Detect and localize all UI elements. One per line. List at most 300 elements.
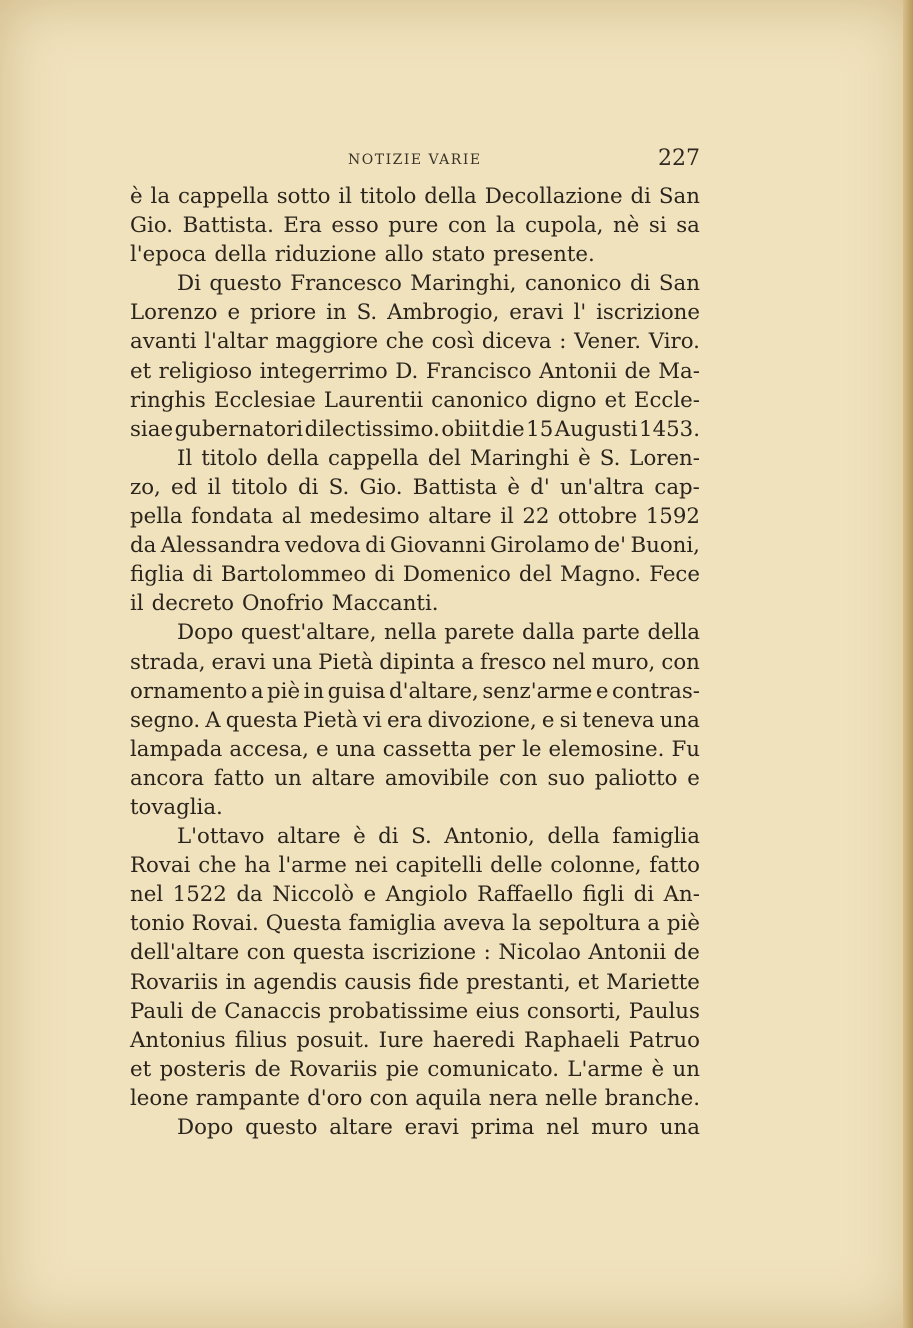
word: Decollazione xyxy=(484,184,623,209)
word: Lorenzo xyxy=(130,300,218,326)
word: eravi xyxy=(404,1115,459,1140)
word: 1592 xyxy=(645,504,700,530)
word: da xyxy=(236,882,263,908)
word: Era xyxy=(283,213,322,239)
text-line xyxy=(130,1055,700,1084)
word: fatto xyxy=(213,765,265,791)
text-line xyxy=(130,589,700,618)
word: Girolamo xyxy=(490,533,590,559)
word: Francisco xyxy=(425,358,532,384)
word: Loren- xyxy=(629,445,700,471)
word: S. xyxy=(411,824,432,850)
text-line xyxy=(130,735,700,764)
word: cappella xyxy=(328,445,419,471)
word: et xyxy=(130,1056,152,1082)
page-number: 227 xyxy=(658,146,700,171)
word: nè xyxy=(613,213,640,239)
word: piè xyxy=(666,911,700,937)
word: e xyxy=(227,300,241,326)
word: strada, xyxy=(130,649,206,675)
word: in xyxy=(326,300,347,326)
word: A xyxy=(205,707,221,733)
word: Dopo xyxy=(177,620,234,646)
word: cappella xyxy=(177,184,269,209)
word: Buoni, xyxy=(630,533,700,559)
word: : xyxy=(483,940,491,966)
word: teneva xyxy=(582,707,655,733)
word: ha xyxy=(244,853,271,879)
word: Vener. xyxy=(574,329,642,355)
word: pie xyxy=(385,1056,419,1082)
word: vi xyxy=(363,707,382,733)
word: al xyxy=(281,504,302,530)
word: d' xyxy=(530,474,550,500)
word: d'oro xyxy=(307,1085,363,1111)
word: con xyxy=(661,649,700,675)
word: 1453. xyxy=(639,416,700,442)
word: muro xyxy=(591,1115,648,1140)
word: canonico xyxy=(524,271,622,297)
word: riduzione xyxy=(274,242,377,268)
word: questa xyxy=(292,940,365,966)
word: S. xyxy=(599,445,621,471)
word: altare xyxy=(428,504,492,530)
word: paliotto xyxy=(594,765,678,791)
word: a xyxy=(647,911,660,937)
word: filius xyxy=(234,1027,288,1053)
word: un xyxy=(672,1056,700,1082)
word: della xyxy=(547,824,600,850)
word: accesa, xyxy=(229,736,309,762)
word: Niccolò xyxy=(272,882,354,908)
word: posteris xyxy=(159,1056,247,1082)
word: nel xyxy=(130,882,164,908)
word: zo, xyxy=(130,474,161,500)
word: di xyxy=(378,824,399,850)
running-head: NOTIZIE VARIE xyxy=(348,152,482,168)
word: Maccanti. xyxy=(331,591,439,617)
text-line xyxy=(130,415,700,444)
word: questa xyxy=(225,707,298,733)
word: D. xyxy=(395,358,419,384)
word: ed xyxy=(171,474,198,500)
word: rampante xyxy=(195,1085,300,1111)
text-line xyxy=(130,880,700,909)
word: Onofrio xyxy=(241,591,324,617)
word: nel xyxy=(552,649,586,675)
word: Battista xyxy=(412,474,498,500)
word: il xyxy=(500,504,514,530)
word: titolo xyxy=(231,474,288,500)
word: cap- xyxy=(654,474,700,500)
text-line xyxy=(130,298,700,327)
word: lampada xyxy=(130,736,223,762)
word: obiit xyxy=(441,416,491,442)
word: decreto xyxy=(151,591,234,617)
word: Ma- xyxy=(658,358,700,384)
word: dipinta xyxy=(379,649,456,675)
word: diceva xyxy=(481,329,552,355)
word: che xyxy=(385,329,424,355)
word: fide xyxy=(418,969,459,995)
page-edge xyxy=(903,0,913,1328)
word: divozione, xyxy=(427,707,537,733)
word: San xyxy=(658,184,700,209)
word: fondata xyxy=(191,504,274,530)
word: d'altare, xyxy=(388,678,479,704)
text-line xyxy=(130,793,700,822)
word: Antonii xyxy=(588,940,667,966)
word: di xyxy=(629,271,651,297)
word: di xyxy=(630,184,651,209)
word: Dopo xyxy=(177,1115,234,1140)
text-line xyxy=(130,851,700,880)
word: Pietà xyxy=(302,707,358,733)
word: die xyxy=(491,416,525,442)
word: Questa xyxy=(265,911,342,937)
word: Viro. xyxy=(648,329,700,355)
word: vedova xyxy=(284,533,361,559)
word: piè xyxy=(267,678,301,704)
word: Angiolo xyxy=(385,882,468,908)
word: L'arme xyxy=(567,1056,644,1082)
word: Battista. xyxy=(182,213,274,239)
text-line xyxy=(130,211,700,240)
word: cassetta xyxy=(382,736,472,762)
word: S. xyxy=(356,300,378,326)
word: una xyxy=(271,649,313,675)
word: la xyxy=(512,911,532,937)
word: de' xyxy=(593,533,626,559)
word: et xyxy=(130,358,152,384)
word: sepoltura xyxy=(538,911,641,937)
word: una xyxy=(659,707,700,733)
word: Antonii xyxy=(539,358,617,384)
word: figlia xyxy=(130,562,185,588)
word: Eccle- xyxy=(633,387,700,413)
page-header xyxy=(130,146,700,176)
word: sotto xyxy=(276,184,331,209)
word: di xyxy=(374,562,395,588)
word: presente. xyxy=(493,242,595,268)
word: della xyxy=(424,184,477,209)
word: 1522 xyxy=(172,882,227,908)
word: Di xyxy=(177,271,201,297)
word: avanti xyxy=(130,329,197,355)
word: titolo xyxy=(359,184,417,209)
word: a xyxy=(250,678,264,704)
word: quest'altare, xyxy=(240,620,377,646)
word: tonio xyxy=(130,911,185,937)
word: Patruo xyxy=(628,1027,700,1053)
word: nera xyxy=(488,1085,538,1111)
word: si xyxy=(648,213,667,239)
word: iscrizione xyxy=(372,940,477,966)
word: è xyxy=(651,1056,665,1082)
text-line xyxy=(130,386,700,415)
word: colonne, xyxy=(550,853,642,879)
text-line xyxy=(130,997,700,1026)
word: famiglia xyxy=(612,824,700,850)
word: le xyxy=(522,736,542,762)
word: un xyxy=(274,765,302,791)
word: Raffaello xyxy=(477,882,574,908)
word: cupola, xyxy=(525,213,604,239)
word: è xyxy=(578,445,591,471)
word: canonico xyxy=(431,387,528,413)
word: segno. xyxy=(130,707,201,733)
word: branche. xyxy=(604,1085,700,1111)
word: figli xyxy=(582,882,625,908)
word: Fu xyxy=(671,736,700,762)
word: Rovai xyxy=(130,853,191,879)
word: de xyxy=(190,998,217,1024)
word: della xyxy=(214,242,267,268)
word: fatto xyxy=(649,853,700,879)
word: nel xyxy=(546,1115,580,1140)
word: Francesco xyxy=(290,271,402,297)
word: Pauli xyxy=(130,998,184,1024)
word: l'arme xyxy=(278,853,347,879)
word: Raphaeli xyxy=(524,1027,620,1053)
word: gubernatori xyxy=(174,416,304,442)
word: con xyxy=(499,765,538,791)
word: è xyxy=(353,824,366,850)
word: con xyxy=(447,213,487,239)
word: per xyxy=(478,736,516,762)
text-line xyxy=(130,706,700,735)
word: è xyxy=(507,474,521,500)
text-line xyxy=(130,357,700,386)
word: eius xyxy=(475,998,520,1024)
text-line xyxy=(130,677,700,706)
word: et xyxy=(604,387,626,413)
word: Maringhi, xyxy=(410,271,517,297)
word: muro, xyxy=(591,649,656,675)
text-line xyxy=(130,531,700,560)
word: in xyxy=(225,969,247,995)
word: parte xyxy=(582,620,640,646)
word: digno xyxy=(535,387,597,413)
word: con xyxy=(369,1085,409,1111)
word: del xyxy=(427,445,461,471)
word: Magno. xyxy=(560,562,642,588)
word: l' xyxy=(573,300,587,326)
word: nelle xyxy=(545,1085,598,1111)
word: Iure xyxy=(378,1027,424,1053)
word: Nicolao xyxy=(498,940,581,966)
word: Gio. xyxy=(359,474,403,500)
word: della xyxy=(266,445,320,471)
word: e xyxy=(541,707,555,733)
word: siae xyxy=(130,416,174,442)
word: : xyxy=(559,329,567,355)
word: famiglia xyxy=(348,911,437,937)
word: posuit. xyxy=(296,1027,370,1053)
word: amovibile xyxy=(384,765,490,791)
word: questo xyxy=(209,271,282,297)
word: Canaccis xyxy=(224,998,322,1024)
word: Alessandra xyxy=(160,533,281,559)
word: era xyxy=(386,707,423,733)
word: L'ottavo xyxy=(177,824,265,850)
word: di xyxy=(365,533,386,559)
word: iscrizione xyxy=(596,300,700,326)
word: pure xyxy=(388,213,439,239)
word: a xyxy=(461,649,474,675)
word: eravi xyxy=(211,649,266,675)
word: con xyxy=(246,940,286,966)
word: e xyxy=(595,678,609,704)
word: ancora xyxy=(130,765,205,791)
word: in xyxy=(303,678,325,704)
word: Domenico xyxy=(402,562,511,588)
word: stato xyxy=(431,242,486,268)
word: una xyxy=(335,736,376,762)
word: haeredi xyxy=(432,1027,515,1053)
text-line xyxy=(130,502,700,531)
word: Il xyxy=(177,445,193,471)
word: la xyxy=(496,213,516,239)
word: Ecclesiae xyxy=(213,387,316,413)
word: religioso xyxy=(158,358,253,384)
text-line xyxy=(130,1026,700,1055)
word: et xyxy=(577,969,599,995)
word: Bartolommeo xyxy=(220,562,367,588)
word: ottobre xyxy=(558,504,638,530)
word: altare xyxy=(329,1115,393,1140)
word: Antonius xyxy=(130,1027,226,1053)
word: de xyxy=(673,940,700,966)
word: Laurentii xyxy=(323,387,424,413)
word: contras- xyxy=(611,678,700,704)
word: che xyxy=(198,853,237,879)
text-line xyxy=(130,1113,700,1142)
word: leone xyxy=(130,1085,189,1111)
word: altare xyxy=(277,824,341,850)
word: e xyxy=(687,765,700,791)
text-line xyxy=(130,909,700,938)
word: Rovai. xyxy=(191,911,259,937)
word: altare xyxy=(311,765,376,791)
word: dilectissimo. xyxy=(304,416,440,442)
word: è xyxy=(130,184,143,209)
word: senz'arme xyxy=(482,678,593,704)
word: de xyxy=(624,358,651,384)
word: suo xyxy=(547,765,585,791)
word: prima xyxy=(470,1115,535,1140)
word: l'altar xyxy=(204,329,268,355)
word: di xyxy=(297,474,319,500)
word: il xyxy=(130,591,144,617)
word: titolo xyxy=(201,445,258,471)
word: de xyxy=(254,1056,281,1082)
word: Mariette xyxy=(606,969,700,995)
word: della xyxy=(647,620,700,646)
text-line xyxy=(130,1084,700,1113)
text-line xyxy=(130,764,700,793)
text-line xyxy=(130,269,700,298)
word: allo xyxy=(384,242,424,268)
text-line xyxy=(130,473,700,502)
text-line xyxy=(130,968,700,997)
word: e xyxy=(315,736,329,762)
word: Ambrogio, xyxy=(387,300,500,326)
word: Paulus xyxy=(628,998,700,1024)
word: Antonio, xyxy=(444,824,535,850)
word: Rovariis xyxy=(289,1056,378,1082)
word: capitelli xyxy=(395,853,483,879)
word: di xyxy=(192,562,213,588)
word: il xyxy=(207,474,222,500)
text-line xyxy=(130,327,700,356)
text-line xyxy=(130,618,700,647)
word: un'altra xyxy=(559,474,645,500)
word: Rovariis xyxy=(130,969,219,995)
word: 22 xyxy=(522,504,550,530)
word: consorti, xyxy=(526,998,622,1024)
text-line xyxy=(130,182,700,211)
word: nella xyxy=(384,620,437,646)
word: nei xyxy=(354,853,388,879)
word: eravi xyxy=(509,300,564,326)
word: aquila xyxy=(415,1085,482,1111)
word: dell'altare xyxy=(130,940,240,966)
text-line xyxy=(130,648,700,677)
word: e xyxy=(363,882,377,908)
text-line xyxy=(130,938,700,967)
word: sa xyxy=(676,213,700,239)
word: Maringhi xyxy=(469,445,570,471)
word: di xyxy=(633,882,655,908)
text-line xyxy=(130,444,700,473)
word: 15 xyxy=(526,416,554,442)
word: ornamento xyxy=(130,678,248,704)
text-line xyxy=(130,822,700,851)
body-text xyxy=(130,182,700,1142)
word: fresco xyxy=(479,649,547,675)
word: Fece xyxy=(649,562,700,588)
word: causis xyxy=(344,969,412,995)
word: elemosine. xyxy=(548,736,665,762)
word: maggiore xyxy=(275,329,379,355)
word: Giovanni xyxy=(390,533,486,559)
word: comunicato. xyxy=(427,1056,559,1082)
word: dalla xyxy=(522,620,575,646)
word: parete xyxy=(444,620,515,646)
word: San xyxy=(658,271,700,297)
word: ringhis xyxy=(130,387,206,413)
word: l'epoca xyxy=(130,242,207,268)
word: la xyxy=(150,184,171,209)
word: pella xyxy=(130,504,183,530)
word: aveva xyxy=(443,911,506,937)
word: probatissime xyxy=(328,998,469,1024)
word: delle xyxy=(490,853,543,879)
word: An- xyxy=(663,882,700,908)
word: si xyxy=(559,707,578,733)
word: così xyxy=(431,329,475,355)
word: S. xyxy=(328,474,350,500)
word: medesimo xyxy=(309,504,420,530)
text-line xyxy=(130,240,700,269)
word: prestanti, xyxy=(466,969,571,995)
word: una xyxy=(659,1115,700,1140)
word: Augusti xyxy=(554,416,638,442)
word: Pietà xyxy=(318,649,374,675)
word: da xyxy=(130,533,157,559)
word: questo xyxy=(245,1115,318,1140)
